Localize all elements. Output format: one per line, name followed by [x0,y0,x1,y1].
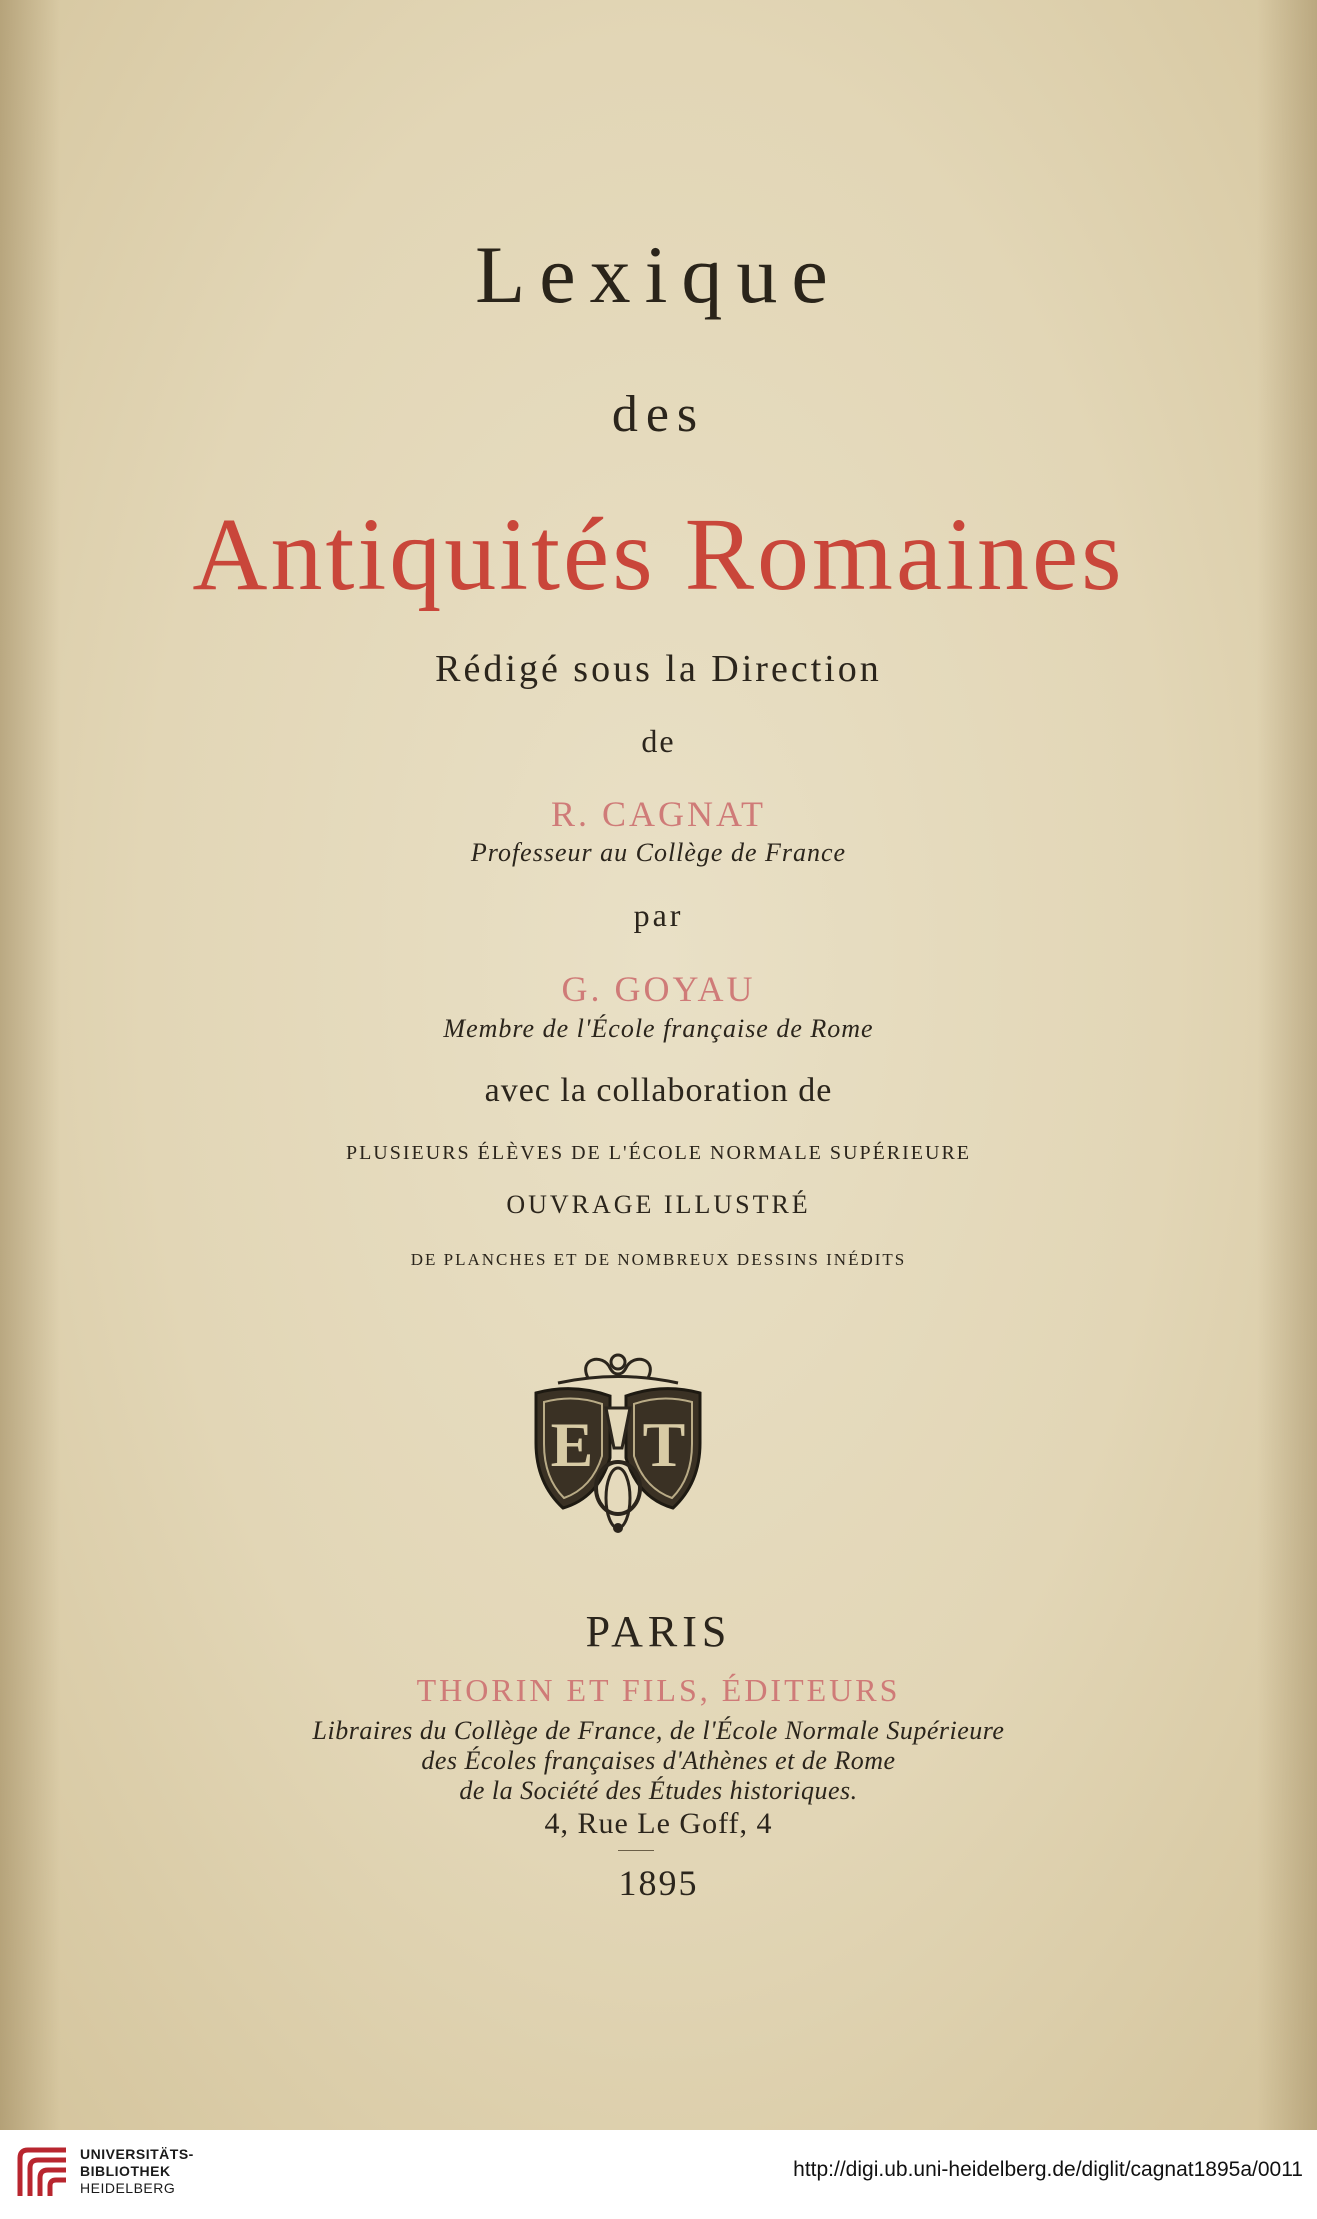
divider-rule [618,1850,654,1851]
de-line: de [641,723,676,759]
library-name-line-1: UNIVERSITÄTS- [80,2146,194,2162]
library-name-line-3: HEIDELBERG [80,2180,176,2196]
title-antiquites-romaines: Antiquités Romaines [192,497,1125,612]
source-url-link[interactable]: http://digi.ub.uni-heidelberg.de/diglit/cagnat1895a/0011 [793,2158,1303,2181]
ouvrage-line: OUVRAGE ILLUSTRÉ [506,1190,811,1219]
libraires-line-3: de la Société des Études historiques. [459,1776,858,1805]
heidelberg-library-logo-icon[interactable] [14,2144,72,2202]
publisher-name: THORIN ET FILS, ÉDITEURS [416,1672,901,1708]
library-name [80,2146,194,2197]
publisher-address: 4, Rue Le Goff, 4 [544,1807,773,1840]
eleves-line: PLUSIEURS ÉLÈVES DE L'ÉCOLE NORMALE SUPÉRIEURE [345,1142,972,1164]
redige-line: Rédigé sous la Direction [435,648,882,690]
title-lexique: Lexique [475,229,842,320]
par-line: par [633,897,684,933]
city-paris: PARIS [585,1607,732,1656]
title-des: des [611,386,706,443]
director-role: Professeur au Collège de France [470,838,847,867]
svg-text:T: T [642,1409,686,1480]
author-role: Membre de l'École française de Rome [443,1014,874,1043]
libraires-line-1: Libraires du Collège de France, de l'École Normale Supérieure [312,1716,1005,1745]
libraires-line-2: des Écoles françaises d'Athènes et de Rome [421,1746,896,1775]
publisher-monogram-emblem-icon [518,1348,718,1538]
svg-text:E: E [550,1409,594,1480]
director-name: R. CAGNAT [550,794,766,834]
library-name-line-2: BIBLIOTHEK [80,2163,171,2179]
collaboration-line: avec la collaboration de [484,1072,833,1109]
author-name: G. GOYAU [561,969,756,1009]
publication-year: 1895 [618,1863,699,1903]
planches-line: DE PLANCHES ET DE NOMBREUX DESSINS INÉDITS [410,1250,907,1269]
